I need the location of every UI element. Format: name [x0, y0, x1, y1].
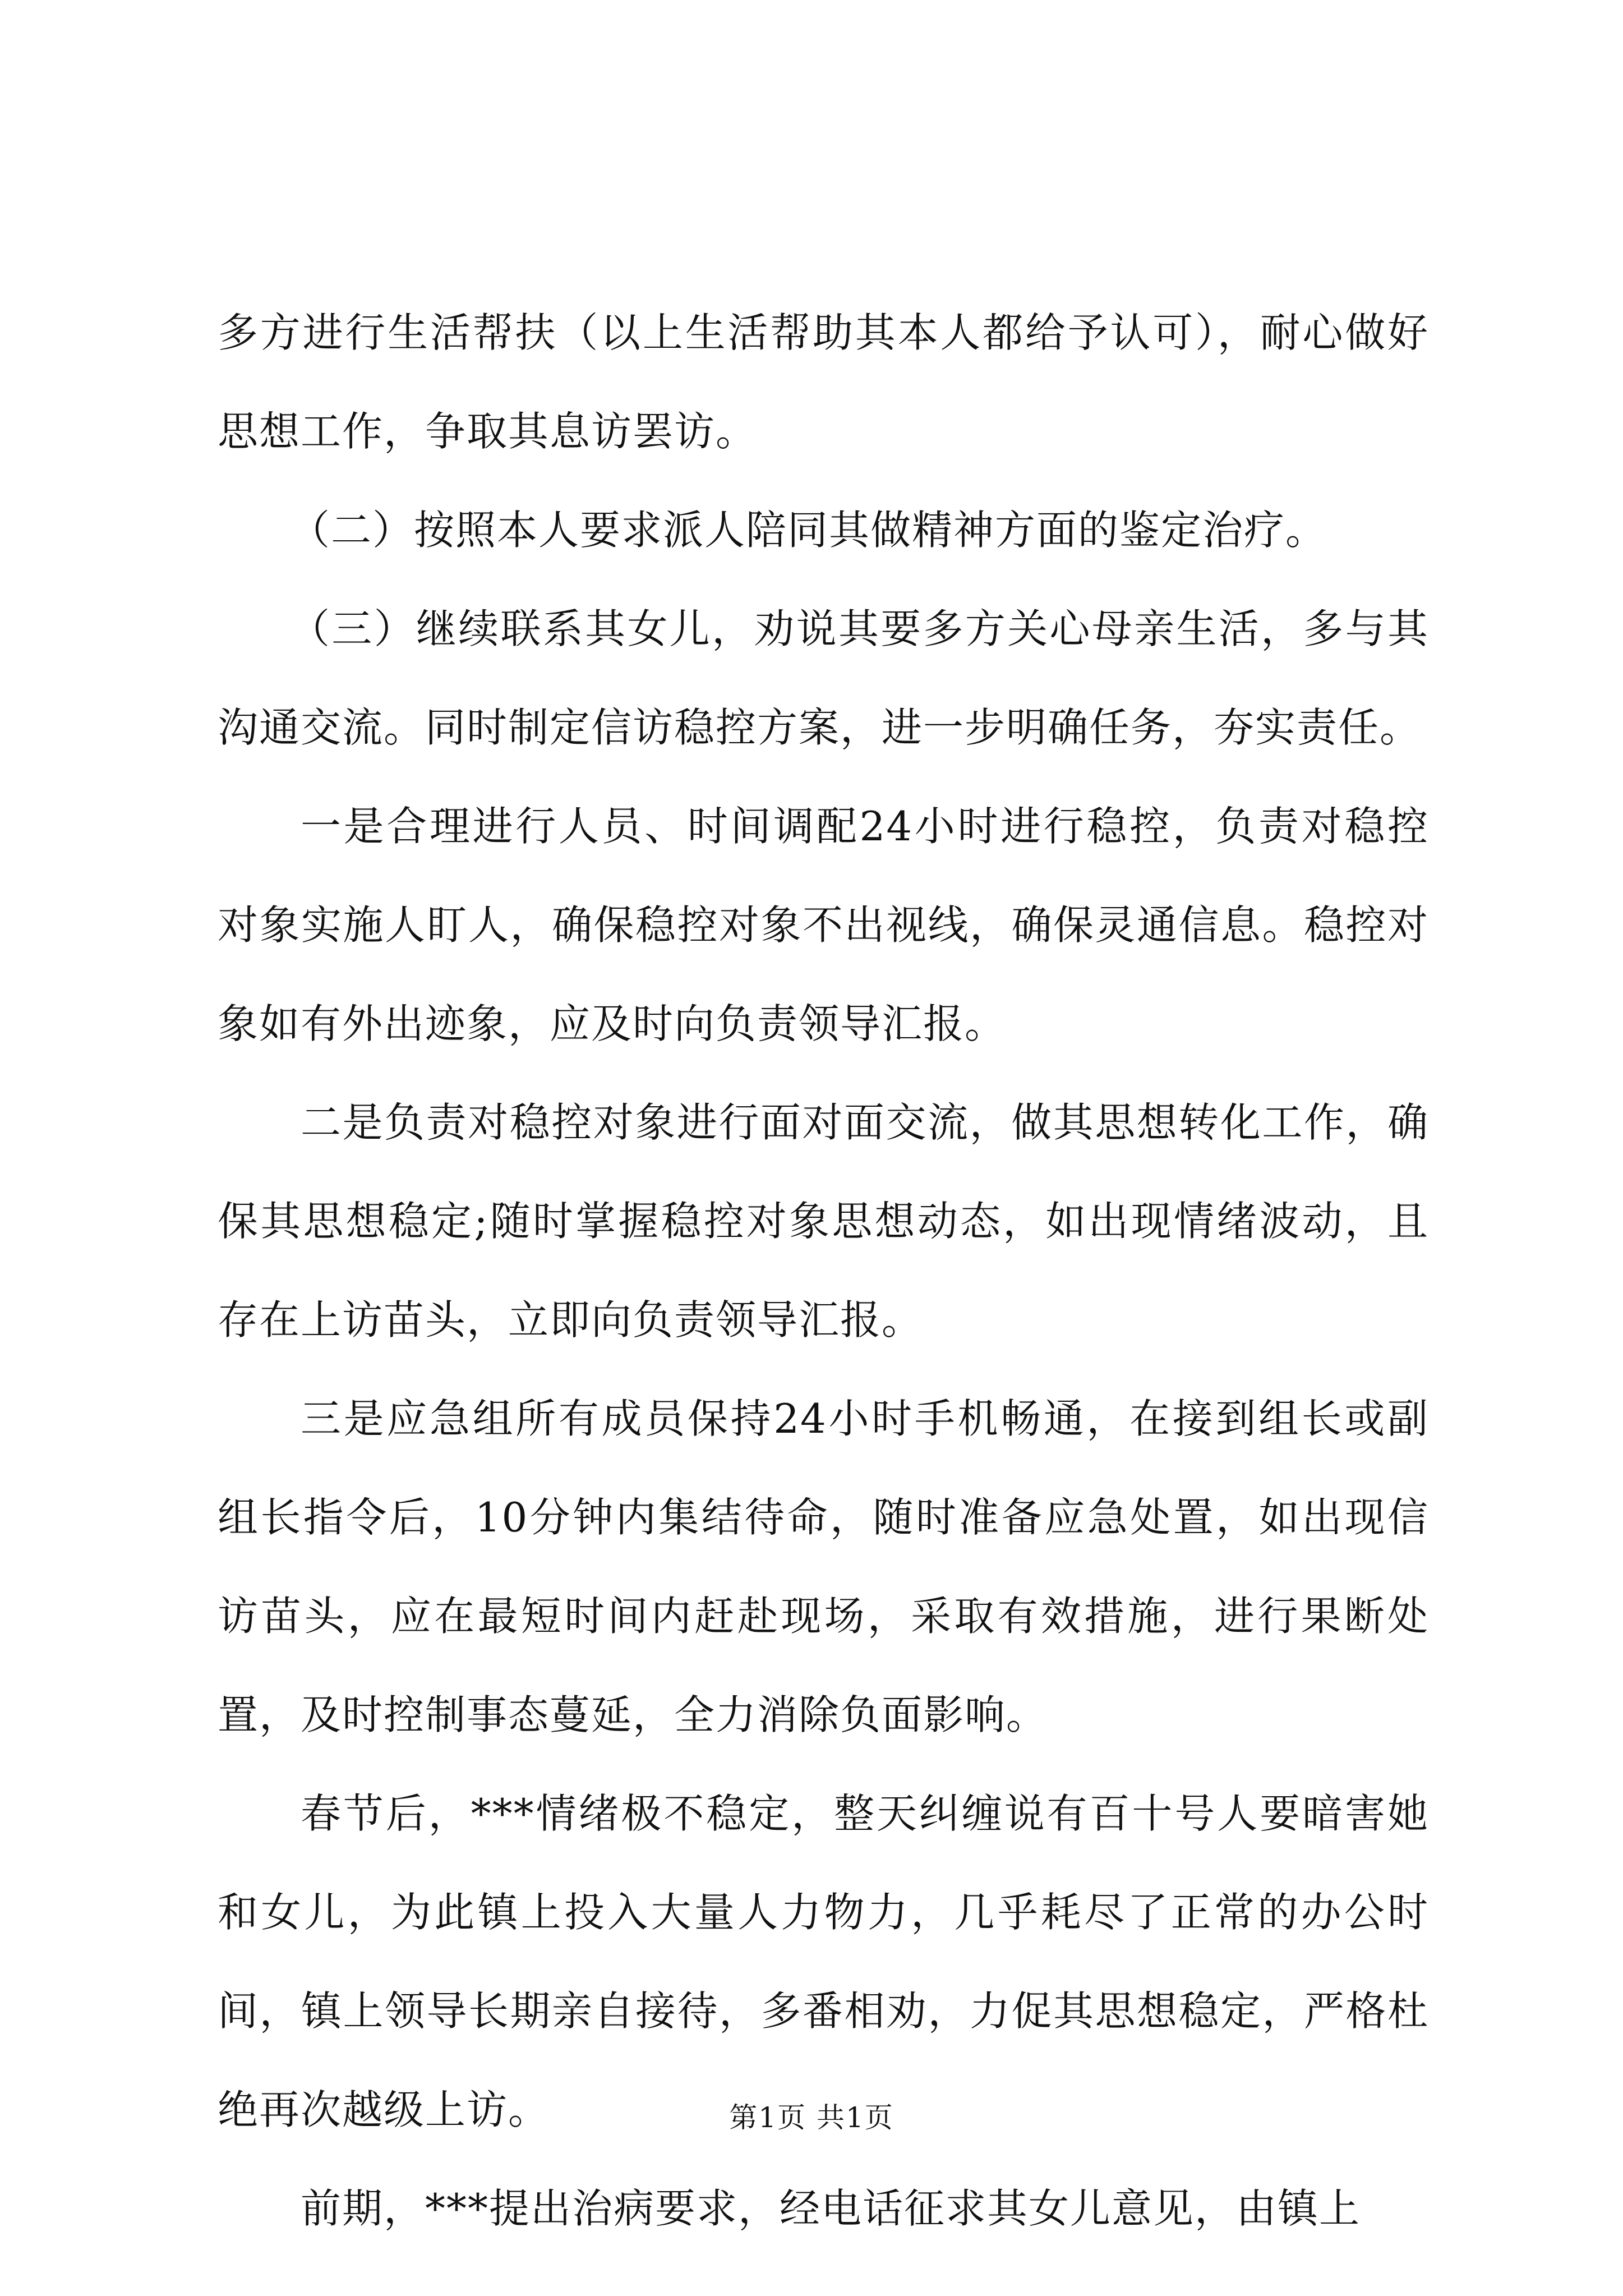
- paragraph-point-three: 三是应急组所有成员保持24小时手机畅通，在接到组长或副组长指令后，10分钟内集结待命，随时准备应急处置，如出现信访苗头，应在最短时间内赶赴现场，采取有效措施，进行果断处置，及时控制事态蔓延，全力消除负面影响。: [218, 1395, 1429, 1738]
- paragraph-spring-festival: 春节后，***情绪极不稳定，整天纠缠说有百十号人要暗害她和女儿，为此镇上投入大量人力物力，几乎耗尽了正常的办公时间，镇上领导长期亲自接待，多番相劝，力促其思想稳定，严格杜绝再次越级上访。: [218, 1790, 1429, 2133]
- paragraph-point-one: 一是合理进行人员、时间调配24小时进行稳控，负责对稳控对象实施人盯人，确保稳控对象不出视线，确保灵通信息。稳控对象如有外出迹象，应及时向负责领导汇报。: [218, 803, 1429, 1047]
- paragraph-continuation: 多方进行生活帮扶（以上生活帮助其本人都给予认可），耐心做好思想工作，争取其息访罢访。: [218, 309, 1429, 455]
- paragraph-point-two: 二是负责对稳控对象进行面对面交流，做其思想转化工作，确保其思想稳定;随时掌握稳控对象思想动态，如出现情绪波动，且存在上访苗头，立即向负责领导汇报。: [218, 1099, 1429, 1343]
- document-body: [218, 283, 1429, 2258]
- paragraph-item-three: （三）继续联系其女儿，劝说其要多方关心母亲生活，多与其沟通交流。同时制定信访稳控方案，进一步明确任务，夯实责任。: [218, 605, 1429, 751]
- paragraph-item-two: （二）按照本人要求派人陪同其做精神方面的鉴定治疗。: [289, 507, 1327, 554]
- page-footer: 第1页 共1页: [729, 2101, 894, 2134]
- paragraph-earlier-period: 前期，***提出治病要求，经电话征求其女儿意见，由镇上: [301, 2185, 1361, 2232]
